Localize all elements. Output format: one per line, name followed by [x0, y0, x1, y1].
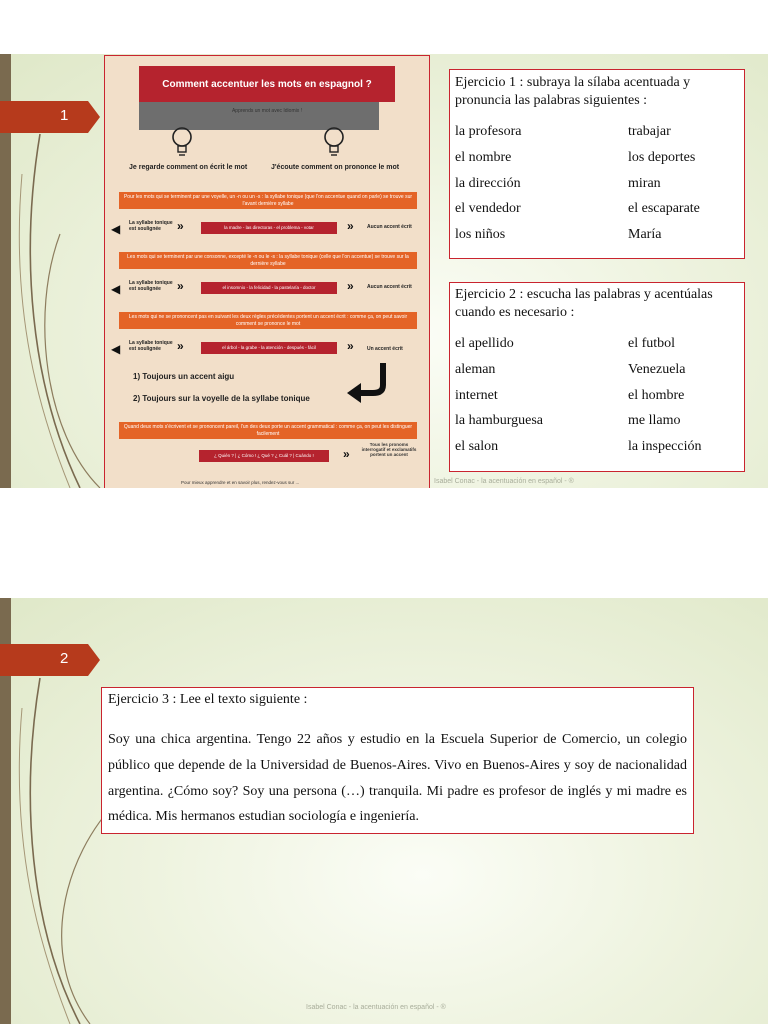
- speaker-icon: ◀: [111, 282, 121, 296]
- rule-banner-4: Quand deux mots s'écrivent et se prononcent pareil, l'un des deux porte un accent grammatical : comme ça, on peut les distinguer facilement: [119, 422, 417, 439]
- slide-footer: Isabel Conac - la acentuación en español - ®: [434, 478, 574, 485]
- rule-point-2: 2) Toujours sur la voyelle de la syllabe tonique: [133, 394, 310, 403]
- word-item: me llamo: [628, 413, 681, 429]
- word-item: trabajar: [628, 124, 671, 139]
- exercise-2-word-list: [450, 322, 744, 460]
- slide-2: [0, 598, 768, 1024]
- word-item: la inspección: [628, 439, 702, 455]
- word-item: los deportes: [628, 149, 696, 165]
- exercise-3-text: Soy una chica argentina. Tengo 22 años y estudio en la Escuela Superior de Comercio, un colegio público que depende de la Universidad de Buenos-Aires. Vivo en Buenos-Aires y soy de nacionalidad argentina. ¿Cómo soy? Soy una persona (…) tranquila. Mi padre es profesor de inglés y mi madre es médica. Mis hermanos estudian sociología e ingeniería.: [108, 732, 687, 825]
- infographic: [104, 55, 430, 488]
- infographic-bottom-note: Pour mieux apprendre et en savoir plus, rendez-vous sur ...: [181, 480, 300, 485]
- exercise-1-title: Ejercicio 1 : subraya la sílaba acentuada y pronuncia las palabras siguientes :: [455, 75, 691, 108]
- example-words: el insomnio - la felicidad - la pastelaría - doctor: [201, 282, 337, 294]
- word-item: María: [628, 227, 662, 243]
- slide-1: [0, 54, 768, 488]
- chevron-right-icon: »: [177, 339, 184, 353]
- word-item: el vendedor: [455, 201, 521, 217]
- rule-banner-2: Les mots qui se terminent par une consonne, excepté le -n ou le -s : la syllabe tonique (celle que l'on accentue) se trouve sur la dernière syllabe: [119, 252, 417, 269]
- example-row-2: [111, 278, 423, 298]
- infographic-subtitle: Apprends un mot avec Idiomix !: [231, 108, 303, 114]
- chevron-right-icon: »: [347, 279, 354, 293]
- exercise-1-box: [449, 69, 745, 259]
- word-item: el escaparate: [628, 201, 700, 217]
- exercise-3-title: Ejercicio 3 : Lee el texto siguiente :: [108, 692, 308, 707]
- slide-number-tab: [0, 644, 100, 676]
- word-item: el hombre: [628, 387, 685, 403]
- exercise-2-box: [449, 282, 745, 472]
- stressed-syllable-label: La syllabe tonique est soulignée: [129, 220, 173, 232]
- example-words: ¿ Quién ? | ¿ Cómo ! ¿ Qué ? ¿ Cuál ? | Cuándo !: [199, 450, 329, 462]
- rule-point-1: 1) Toujours un accent aigu: [133, 372, 235, 381]
- infographic-title: Comment accentuer les mots en espagnol ?: [139, 66, 395, 102]
- word-item: la hamburguesa: [455, 413, 543, 429]
- column-left-caption: Je regarde comment on écrit le mot: [129, 164, 248, 171]
- accent-result: Un accent écrit: [367, 346, 403, 352]
- word-item: internet: [455, 387, 498, 403]
- slide-footer: Isabel Conac - la acentuación en español - ®: [306, 1004, 446, 1011]
- accent-result: Aucun accent écrit: [367, 284, 412, 290]
- exercise-1-word-list: [450, 110, 744, 248]
- slide-number: 2: [60, 650, 69, 667]
- example-row-1: [111, 218, 423, 238]
- rule-banner-1: Pour les mots qui se terminent par une voyelle, un -n ou un -s : la syllabe tonique (que l'on accentue quand on parle) se trouve sur l'avant dernière syllabe: [119, 192, 417, 209]
- word-item: los niños: [455, 227, 506, 243]
- word-item: el salon: [455, 439, 499, 455]
- chevron-right-icon: »: [347, 339, 354, 353]
- example-row-4: [111, 442, 423, 466]
- example-row-3: [111, 338, 423, 358]
- speaker-icon: ◀: [111, 342, 121, 356]
- curved-arrow-icon: [345, 361, 393, 403]
- chevron-right-icon: »: [347, 219, 354, 233]
- word-item: el apellido: [455, 336, 514, 351]
- speaker-icon: ◀: [111, 222, 121, 236]
- word-item: la profesora: [455, 124, 522, 139]
- stressed-syllable-label: La syllabe tonique est soulignée: [129, 340, 173, 352]
- lightbulb-icon: [323, 126, 345, 158]
- word-item: el nombre: [455, 149, 512, 165]
- word-item: el futbol: [628, 336, 676, 351]
- chevron-right-icon: »: [177, 219, 184, 233]
- chevron-right-icon: »: [177, 279, 184, 293]
- accent-result: Aucun accent écrit: [367, 224, 412, 230]
- slide-number: 1: [60, 107, 69, 124]
- slide-number-tab: [0, 101, 100, 133]
- word-item: aleman: [455, 361, 496, 377]
- example-words: la madre - las directoras - el problema - votar: [201, 222, 337, 234]
- word-item: la dirección: [455, 175, 521, 191]
- column-right-caption: J'écoute comment on prononce le mot: [271, 164, 400, 171]
- exercise-3-box: [101, 687, 694, 834]
- pronoun-note: Tous les pronoms interrogatif et exclamatifs portent un accent: [361, 442, 417, 457]
- example-words: el árbol - la grabe - la atención - después - fácil: [201, 342, 337, 354]
- lightbulb-icon: [171, 126, 193, 158]
- stressed-syllable-label: La syllabe tonique est soulignée: [129, 280, 173, 292]
- chevron-right-icon: »: [343, 447, 350, 461]
- exercise-2-title: Ejercicio 2 : escucha las palabras y acentúalas cuando es necesario :: [455, 287, 713, 320]
- word-item: miran: [628, 175, 661, 191]
- word-item: Venezuela: [628, 361, 686, 377]
- rule-banner-3: Les mots qui ne se prononcent pas en suivant les deux règles précédentes portent un accent écrit : comme ça, on peut savoir comment se prononce le mot: [119, 312, 417, 329]
